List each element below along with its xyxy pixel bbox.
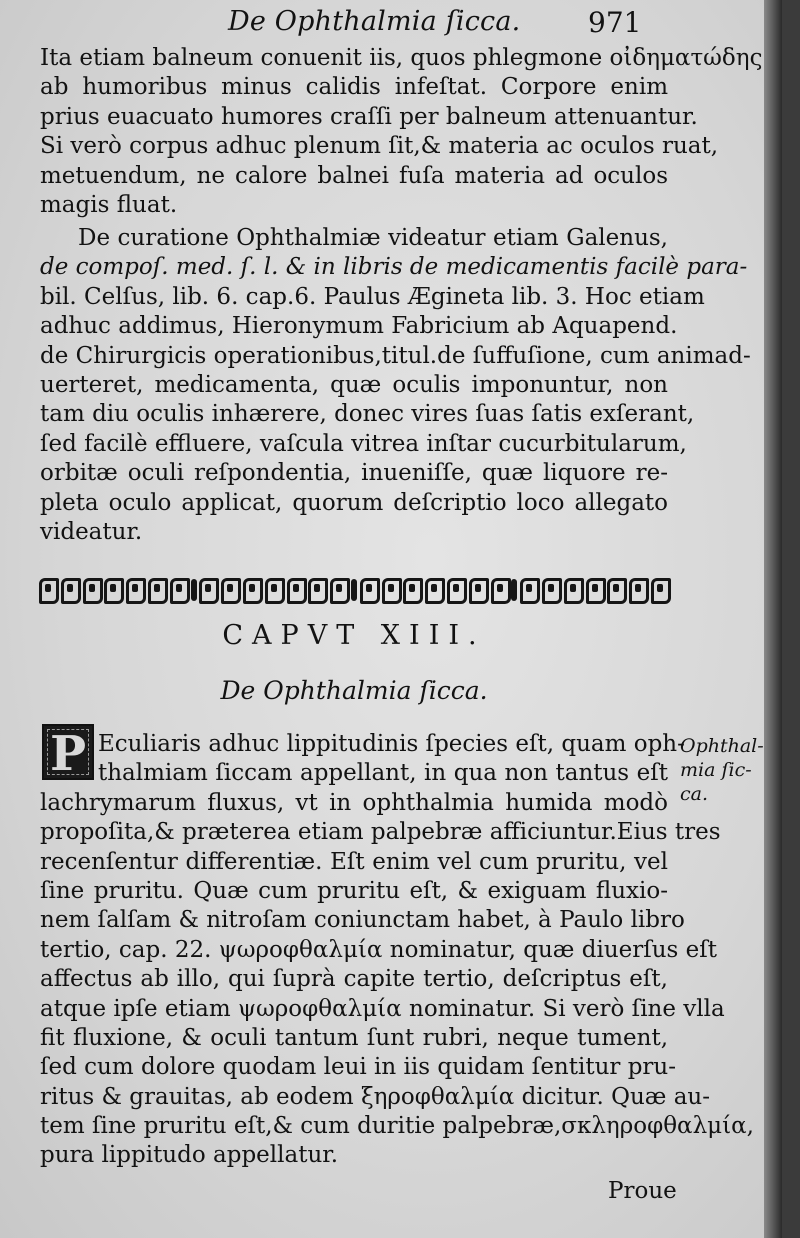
margin-note-line: mia ſic- bbox=[680, 759, 752, 781]
ornament-fleuron bbox=[264, 576, 284, 604]
running-head: De Ophthalmia ſicca. bbox=[228, 6, 521, 37]
text-line: propoſita,& præterea etiam palpebræ afficiuntur.Eius tres bbox=[40, 819, 721, 846]
text-line: ſine pruritu. Quæ cum pruritu eſt, & exiguam fluxio- bbox=[40, 877, 668, 904]
text-line: videatur. bbox=[40, 518, 143, 545]
ornament-fleuron bbox=[307, 576, 327, 604]
text-line: Ita etiam balneum conuenit iis, quos phlegmone οἰδηματώδης bbox=[40, 45, 763, 71]
page-number: 971 bbox=[588, 6, 642, 39]
ornament-fleuron bbox=[402, 576, 422, 604]
ornament-fleuron bbox=[650, 576, 670, 604]
text-line: bil. Celſus, lib. 6. cap.6. Paulus Ægineta lib. 3. Hoc etiam bbox=[40, 283, 705, 310]
text-line: fit fluxione, & oculi tantum ſunt rubri, neque tument, bbox=[40, 1024, 668, 1051]
text-line: recenſentur differentiæ. Eſt enim vel cum pruritu, vel bbox=[40, 848, 668, 875]
ornament-fleuron bbox=[446, 576, 466, 604]
ornament-fleuron bbox=[424, 576, 444, 604]
paragraph-balneum bbox=[40, 44, 763, 220]
text-line: Eculiaris adhuc lippitudinis ſpecies eſt, quam oph- bbox=[98, 731, 685, 757]
text-line: orbitæ oculi reſpondentia, inueniſſe, quæ liquore re- bbox=[40, 460, 668, 487]
ornament-fleuron bbox=[38, 576, 58, 604]
ornament-fleuron bbox=[169, 576, 189, 604]
ornament-fleuron bbox=[103, 576, 123, 604]
paragraph-curatione bbox=[40, 224, 751, 547]
page-edge-shadow bbox=[764, 0, 782, 1238]
ornament-fleuron bbox=[125, 576, 145, 604]
ornament-fleuron bbox=[147, 576, 167, 604]
catchword: Proue bbox=[608, 1178, 677, 1204]
text-line: tertio, cap. 22. ψωροφθαλμία nominatur, quæ diuerſus eſt bbox=[40, 936, 718, 963]
ornament-fleuron bbox=[628, 576, 648, 604]
ornament-fleuron bbox=[82, 576, 102, 604]
text-line: nem ſalſam & nitroſam coniunctam habet, à Paulo libro bbox=[40, 907, 685, 934]
text-line: magis fluat. bbox=[40, 191, 178, 218]
ornament-separator bbox=[191, 579, 197, 601]
text-line: atque ipſe etiam ψωροφθαλμία nominatur. Si verò ſine vlla bbox=[40, 995, 725, 1022]
ornament-fleuron bbox=[329, 576, 349, 604]
text-line: De curatione Ophthalmiæ videatur etiam Galenus, bbox=[78, 225, 668, 251]
text-line: tam diu oculis inhærere, donec vires ſuas ſatis exſerant, bbox=[40, 401, 695, 428]
ornament-fleuron bbox=[220, 576, 240, 604]
ornament-fleuron bbox=[606, 576, 626, 604]
text-line: adhuc addimus, Hieronymum Fabricium ab Aquapend. bbox=[40, 313, 678, 340]
text-line: lachrymarum fluxus, vt in ophthalmia humida modò bbox=[40, 789, 668, 816]
ornament-fleuron bbox=[286, 576, 306, 604]
margin-note bbox=[680, 734, 770, 806]
ornamental-divider bbox=[38, 574, 670, 606]
ornament-fleuron bbox=[585, 576, 605, 604]
ornament-separator bbox=[511, 579, 517, 601]
text-line: ſed facilè effluere, vaſcula vitrea inſtar cucurbitularum, bbox=[40, 430, 687, 457]
text-line: tem ſine pruritu eſt,& cum duritie palpebræ,σκληροφθαλμία, bbox=[40, 1113, 754, 1140]
text-line: ritus & grauitas, ab eodem ξηροφθαλμία dicitur. Quæ au- bbox=[40, 1083, 710, 1110]
ornament-fleuron bbox=[198, 576, 218, 604]
text-line: Si verò corpus adhuc plenum ſit,& materia ac oculos ruat, bbox=[40, 133, 719, 160]
drop-cap-initial: P bbox=[42, 724, 94, 780]
text-line: prius euacuato humores craſſi per balneum attenuantur. bbox=[40, 103, 698, 130]
margin-note-line: Ophthal- bbox=[680, 735, 764, 757]
text-line: de compoſ. med. ſ. l. & in libris de medicamentis facilè para- bbox=[40, 254, 748, 281]
page-header bbox=[40, 4, 680, 40]
text-line: ab humoribus minus calidis infeſtat. Corpore enim bbox=[40, 74, 668, 101]
chapter-title: CAPVT XIII. bbox=[222, 620, 486, 651]
ornament-fleuron bbox=[519, 576, 539, 604]
ornament-fleuron bbox=[563, 576, 583, 604]
ornament-fleuron bbox=[242, 576, 262, 604]
ornament-fleuron bbox=[359, 576, 379, 604]
ornament-fleuron bbox=[468, 576, 488, 604]
text-line: pura lippitudo appellatur. bbox=[40, 1142, 339, 1169]
text-line: uerteret, medicamenta, quæ oculis imponuntur, non bbox=[40, 371, 668, 398]
text-line: de Chirurgicis operationibus,titul.de ſuffuſione, cum animad- bbox=[40, 342, 751, 369]
ornament-fleuron bbox=[541, 576, 561, 604]
ornament-fleuron bbox=[60, 576, 80, 604]
ornament-separator bbox=[351, 579, 357, 601]
text-line: thalmiam ſiccam appellant, in qua non tantus eſt bbox=[98, 760, 668, 787]
ornament-fleuron bbox=[490, 576, 510, 604]
text-line: affectus ab illo, qui ſuprà capite tertio, deſcriptus eſt, bbox=[40, 966, 668, 993]
margin-note-line: ca. bbox=[680, 783, 709, 805]
chapter-subtitle: De Ophthalmia ſicca. bbox=[220, 676, 488, 705]
text-line: pleta oculo applicat, quorum deſcriptio loco allegato bbox=[40, 489, 668, 516]
ornament-fleuron bbox=[381, 576, 401, 604]
text-line: ſed cum dolore quodam leui in iis quidam ſentitur pru- bbox=[40, 1054, 677, 1081]
text-line: metuendum, ne calore balnei fuſa materia ad oculos bbox=[40, 162, 668, 189]
